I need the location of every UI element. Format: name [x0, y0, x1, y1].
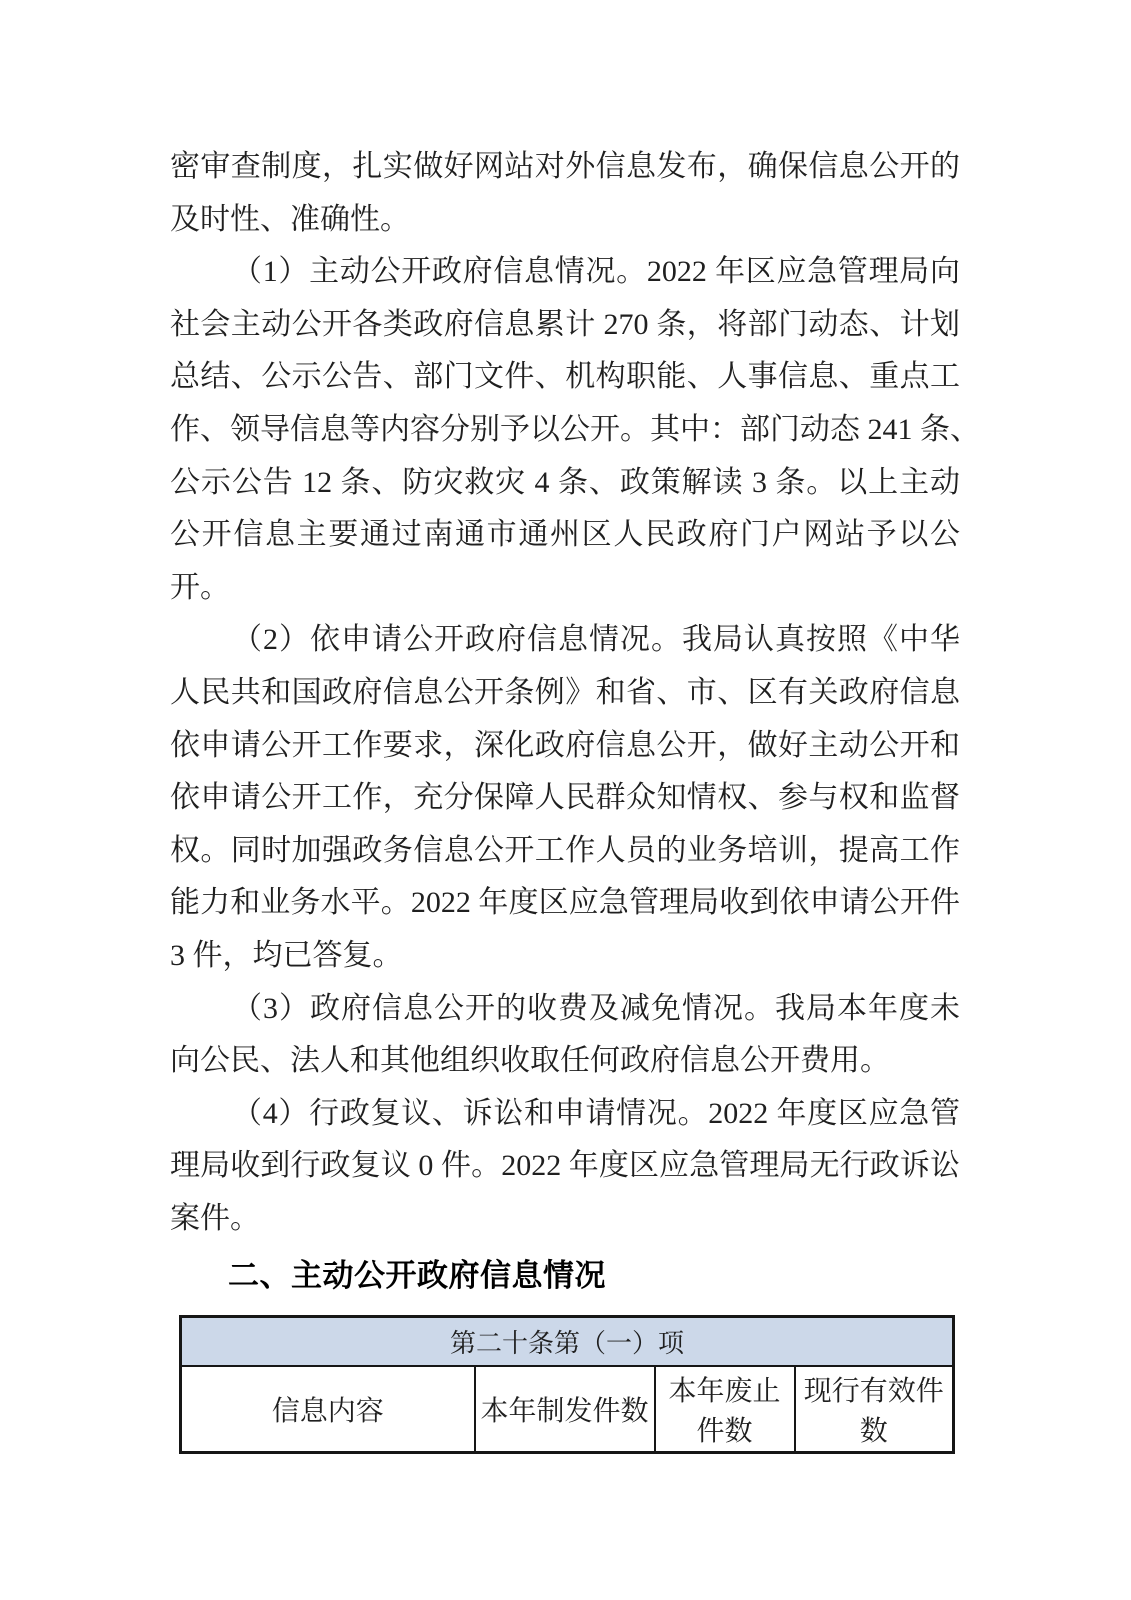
body-line: 依申请公开工作要求，深化政府信息公开，做好主动公开和: [170, 728, 960, 762]
table-column-header-row: [181, 1366, 954, 1453]
body-line: 作、领导信息等内容分别予以公开。其中：部门动态 241 条、: [170, 412, 980, 446]
body-line: 及时性、准确性。: [170, 202, 410, 236]
body-line: 总结、公示公告、部门文件、机构职能、人事信息、重点工: [170, 360, 960, 394]
body-line: 向公民、法人和其他组织收取任何政府信息公开费用。: [170, 1044, 890, 1078]
body-line: 公示公告 12 条、防灾救灾 4 条、政策解读 3 条。以上主动: [170, 465, 960, 499]
body-line: （1）主动公开政府信息情况。2022 年区应急管理局向: [232, 255, 960, 289]
body-line: （4）行政复议、诉讼和申请情况。2022 年度区应急管: [232, 1096, 960, 1130]
body-line: 人民共和国政府信息公开条例》和省、市、区有关政府信息: [170, 675, 960, 709]
column-header-currently-valid: 现行有效件数: [795, 1366, 954, 1453]
table-title-row: [181, 1317, 954, 1367]
body-line: 案件。: [170, 1201, 260, 1235]
column-header-repealed-this-year: 本年废止件数: [655, 1366, 795, 1453]
body-line: 公开信息主要通过南通市通州区人民政府门户网站予以公: [170, 518, 960, 552]
body-line: 3 件，均已答复。: [170, 938, 403, 972]
body-line: （3）政府信息公开的收费及减免情况。我局本年度未: [232, 991, 960, 1025]
body-line: 社会主动公开各类政府信息累计 270 条，将部门动态、计划: [170, 307, 960, 341]
body-line: 开。: [170, 570, 230, 604]
disclosure-table: [179, 1315, 955, 1454]
column-header-info-content: 信息内容: [181, 1366, 475, 1453]
section-heading: 二、主动公开政府信息情况: [228, 1258, 606, 1293]
body-line: 理局收到行政复议 0 件。2022 年度区应急管理局无行政诉讼: [170, 1149, 960, 1183]
body-line: 依申请公开工作，充分保障人民群众知情权、参与权和监督: [170, 781, 960, 815]
body-line: 权。同时加强政务信息公开工作人员的业务培训，提高工作: [170, 833, 960, 867]
body-text: [170, 141, 980, 1245]
table-title-cell: 第二十条第（一）项: [181, 1317, 954, 1367]
body-line: 密审查制度，扎实做好网站对外信息发布，确保信息公开的: [170, 150, 960, 183]
column-header-issued-this-year: 本年制发件数: [475, 1366, 655, 1453]
body-line: （2）依申请公开政府信息情况。我局认真按照《中华: [232, 623, 960, 657]
body-line: 能力和业务水平。2022 年度区应急管理局收到依申请公开件: [170, 886, 960, 920]
